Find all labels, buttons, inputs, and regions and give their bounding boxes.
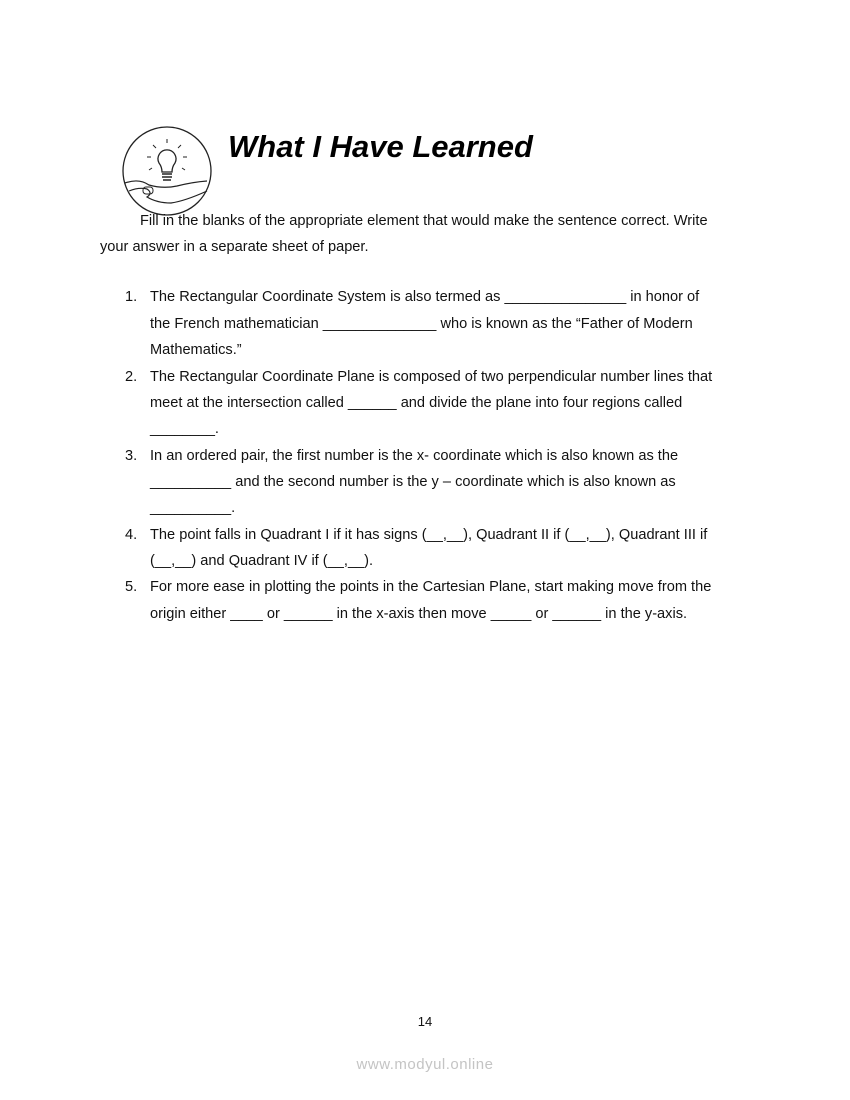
section-icon <box>112 107 213 222</box>
instructions-line: your answer in a separate sheet of paper. <box>100 239 369 255</box>
item-number: 5. <box>125 579 138 595</box>
item-number: 2. <box>125 369 138 385</box>
item-line: Mathematics.” <box>150 342 242 358</box>
item-line: (__,__) and Quadrant IV if (__,__). <box>150 553 374 569</box>
instructions-line: Fill in the blanks of the appropriate element that would make the sentence correct. Write <box>140 213 708 229</box>
item-line: The Rectangular Coordinate Plane is composed of two perpendicular number lines that <box>150 369 713 385</box>
item-number: 1. <box>125 289 138 305</box>
item-line: meet at the intersection called ______ and divide the plane into four regions called <box>150 395 683 411</box>
page-title: What I Have Learned <box>228 129 533 164</box>
lightbulb-in-hand-icon <box>121 125 213 217</box>
item-number: 4. <box>125 527 138 543</box>
page-number: 14 <box>417 1014 433 1029</box>
item-number: 3. <box>125 448 138 464</box>
item-line: __________ and the second number is the y – coordinate which is also known as <box>150 474 676 490</box>
item-line: origin either ____ or ______ in the x-axis then move _____ or ______ in the y-axis. <box>150 606 688 622</box>
item-line: The point falls in Quadrant I if it has signs (__,__), Quadrant II if (__,__), Quadrant III if <box>150 527 708 543</box>
item-line: the French mathematician ______________ who is known as the “Father of Modern <box>150 316 693 332</box>
item-line: ________. <box>150 421 219 437</box>
item-line: The Rectangular Coordinate System is also termed as _______________ in honor of <box>150 289 700 305</box>
watermark: www.modyul.online <box>356 1056 494 1073</box>
item-line: __________. <box>150 500 236 516</box>
item-line: In an ordered pair, the first number is the x- coordinate which is also known as the <box>150 448 679 464</box>
item-line: For more ease in plotting the points in the Cartesian Plane, start making move from the <box>150 579 712 595</box>
